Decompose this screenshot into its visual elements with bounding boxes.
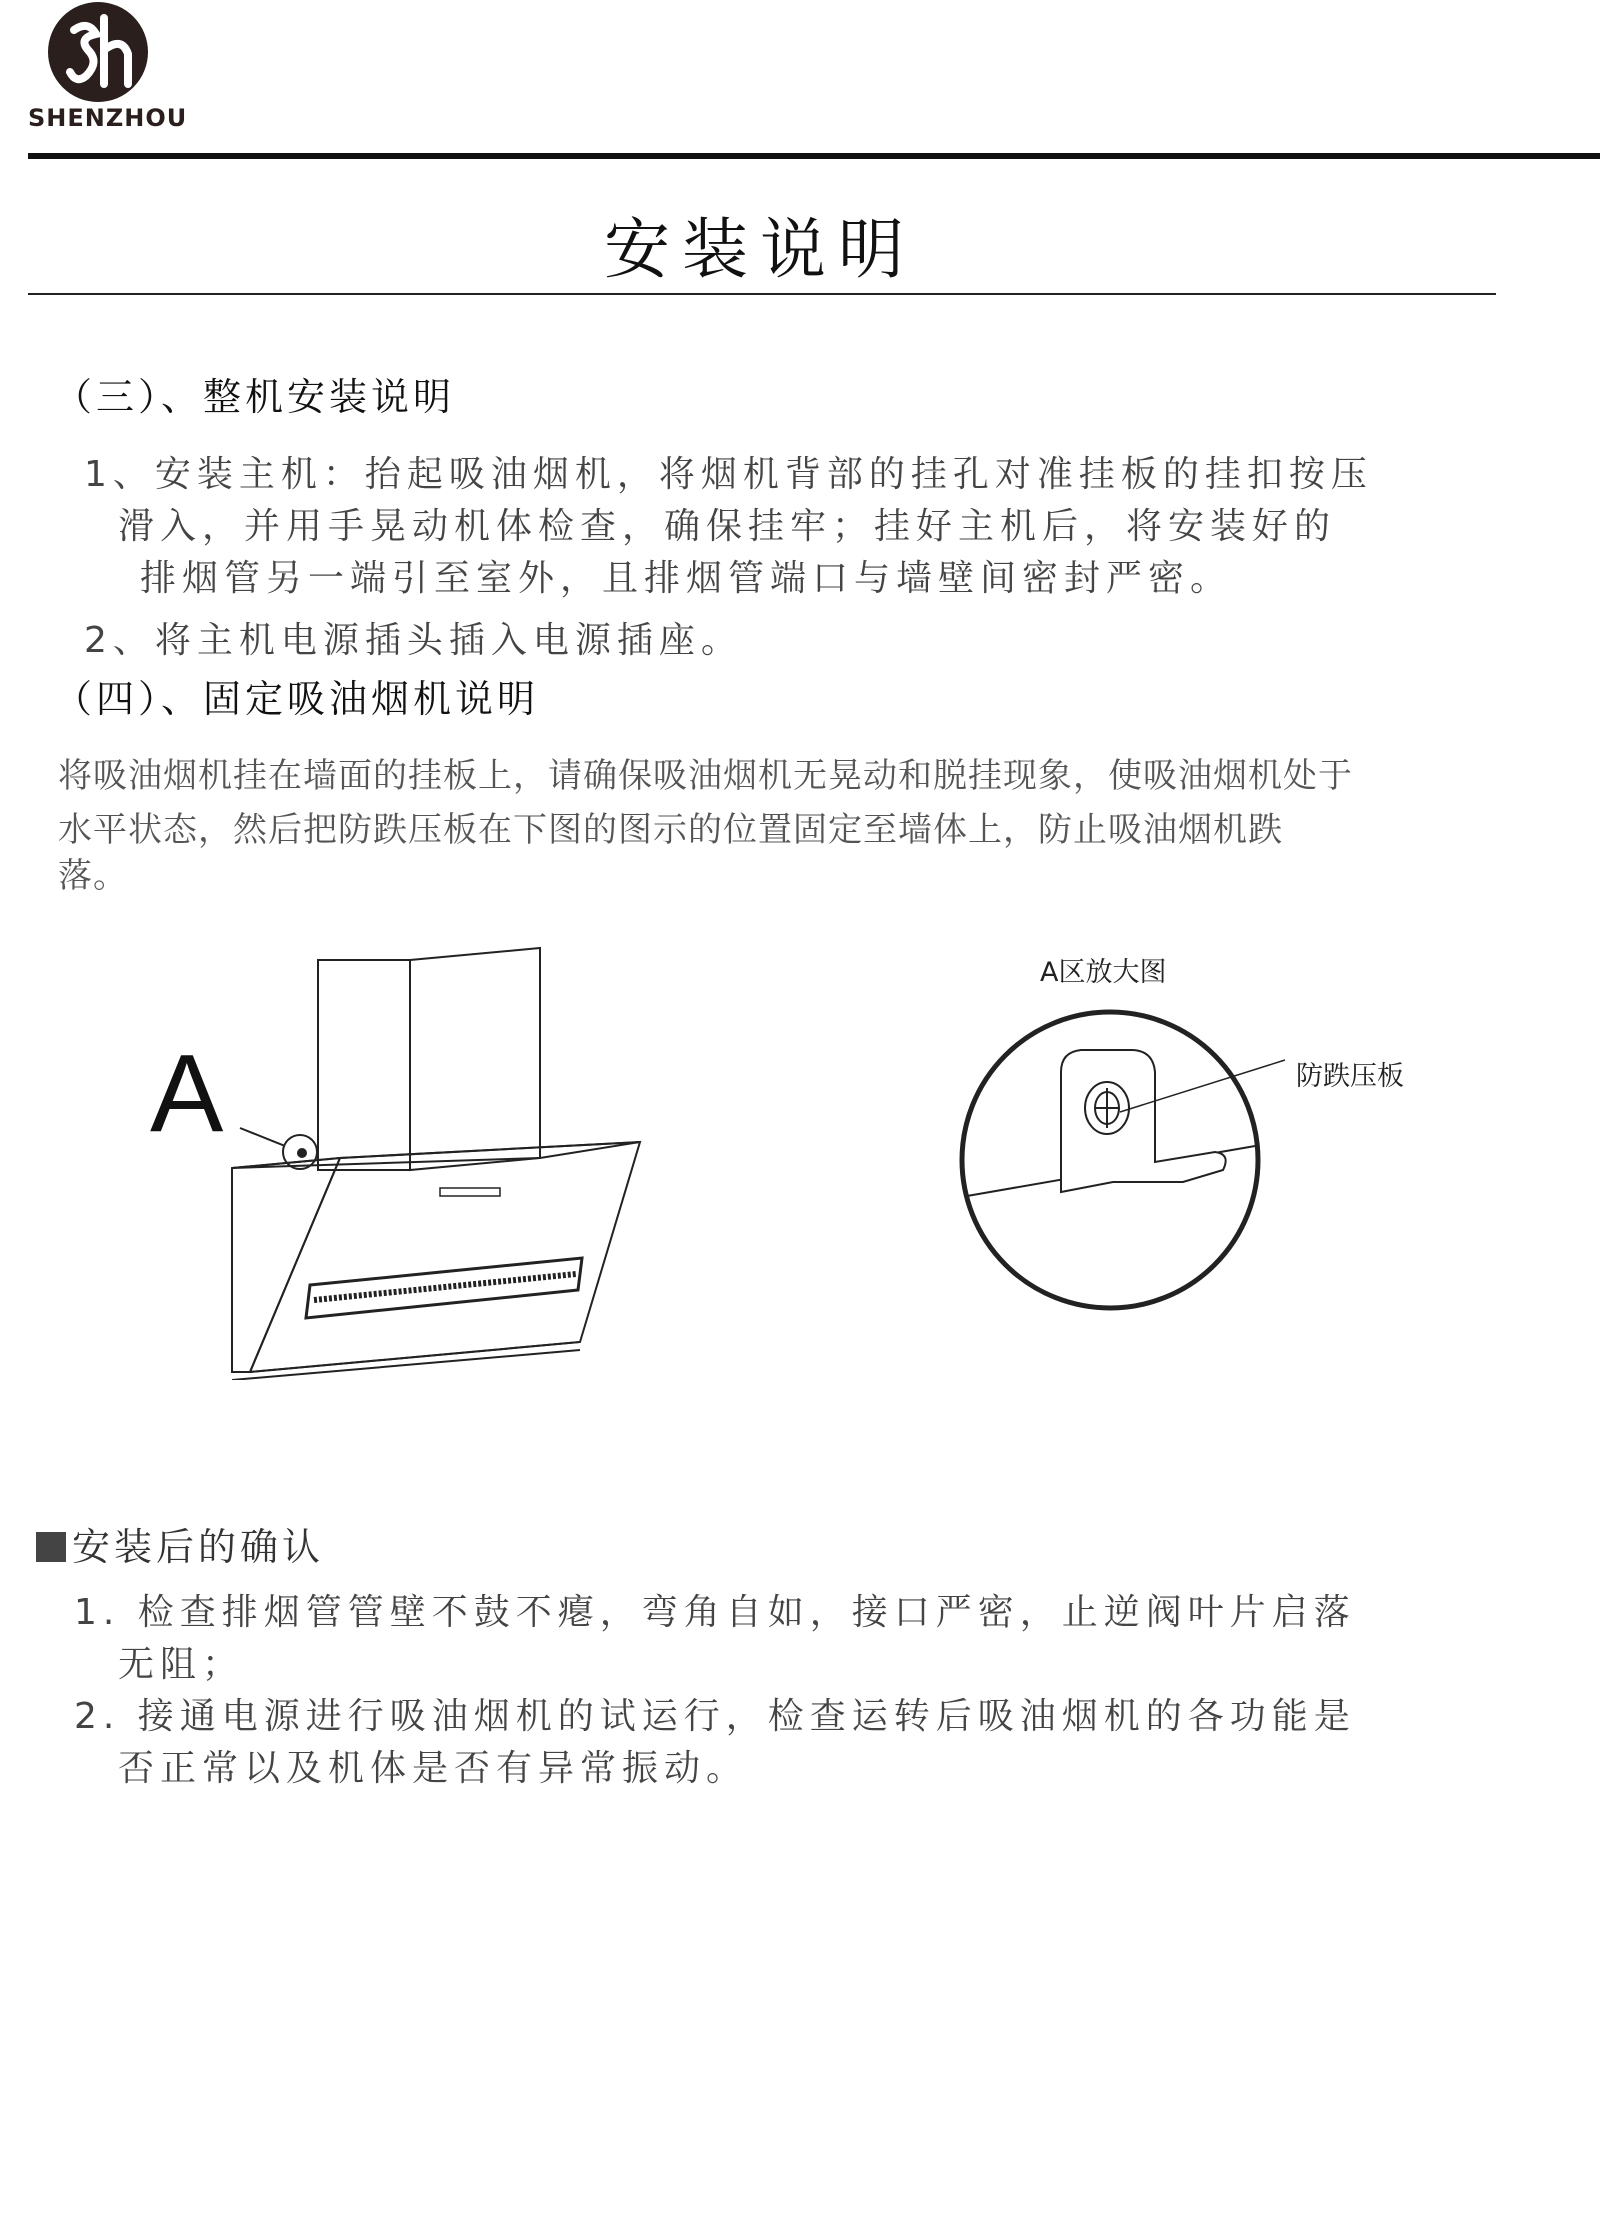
- section-3-item-2: 2、将主机电源插头插入电源插座。: [84, 620, 743, 661]
- zone-a-label: A: [150, 1032, 224, 1155]
- square-bullet-icon: [36, 1532, 66, 1562]
- confirm-heading: [36, 1516, 324, 1571]
- confirm-item-1-line-2: 无阻；: [118, 1644, 245, 1685]
- confirm-heading-text: 安装后的确认: [72, 1525, 325, 1569]
- brand-name: SHENZHOU: [28, 104, 188, 132]
- anti-fall-plate-icon: [1061, 1050, 1226, 1192]
- section-4-line-2: 水平状态，然后把防跌压板在下图的图示的位置固定至墙体上，防止吸油烟机跌: [58, 810, 1283, 850]
- confirm-item-2-line-2: 否正常以及机体是否有异常振动。: [118, 1748, 749, 1789]
- section-4-line-1: 将吸油烟机挂在墙面的挂板上，请确保吸油烟机无晃动和脱挂现象，使吸油烟机处于: [58, 756, 1353, 796]
- section-3-item-1-line-2: 滑入，并用手晃动机体检查，确保挂牢；挂好主机后，将安装好的: [118, 506, 1337, 547]
- page-title: 安装说明: [604, 211, 916, 288]
- anti-fall-plate-label: 防跌压板: [1296, 1061, 1404, 1092]
- section-3-item-1-line-1: 1、安装主机：抬起吸油烟机，将烟机背部的挂孔对准挂板的挂扣按压: [84, 454, 1373, 495]
- hood-body: [232, 1158, 340, 1372]
- section-3-item-1-line-3: 排烟管另一端引至室外，且排烟管端口与墙壁间密封严密。: [140, 558, 1233, 599]
- section-4-line-3: 落。: [58, 856, 128, 896]
- chimney-cover-left: [318, 960, 410, 1170]
- range-hood-illustration: [140, 940, 680, 1380]
- title-divider: [28, 293, 1496, 295]
- brand-logo-icon: [46, 0, 150, 104]
- confirm-item-2-line-1: 2. 接通电源进行吸油烟机的试运行，检查运转后吸油烟机的各功能是: [74, 1696, 1356, 1737]
- section-3-heading: （三）、整机安装说明: [54, 375, 456, 419]
- zoom-title: A区放大图: [1040, 957, 1167, 988]
- section-4-heading: （四）、固定吸油烟机说明: [54, 677, 540, 721]
- control-buttons: [440, 1188, 500, 1196]
- confirm-item-1-line-1: 1. 检查排烟管管壁不鼓不瘪，弯角自如，接口严密，止逆阀叶片启落: [74, 1592, 1356, 1633]
- header-rule: [28, 153, 1600, 159]
- zone-a-zoom-illustration: [955, 940, 1455, 1320]
- chimney-cover-right: [410, 948, 540, 1170]
